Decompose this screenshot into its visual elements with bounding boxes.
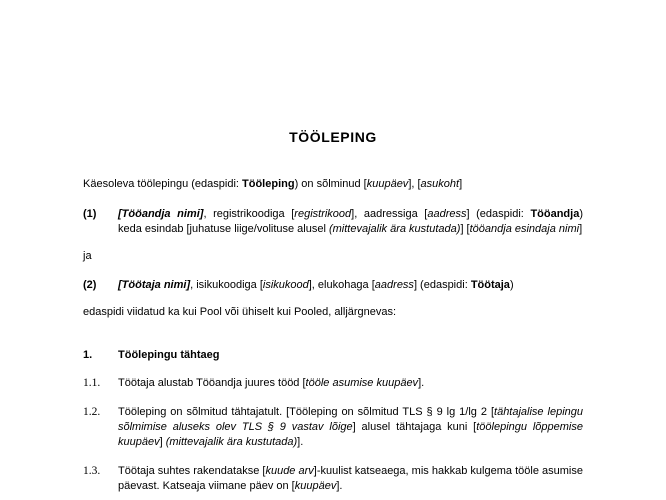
text-run: ] (edaspidi: <box>413 279 471 291</box>
document-title: TÖÖLEPING <box>289 129 377 145</box>
defined-term-tooandja: Tööandja <box>530 208 580 220</box>
section1-heading <box>83 348 583 363</box>
placeholder-aadress: aadress <box>427 208 467 220</box>
text-run: ], aadressiga [ <box>351 208 428 220</box>
party1-paragraph <box>83 207 583 237</box>
clause-1-1-number: 1.1. <box>83 377 101 389</box>
party2-paragraph <box>83 278 583 293</box>
clause-1-3 <box>83 464 583 494</box>
party1-number: (1) <box>83 208 97 220</box>
placeholder-kuupaev: kuupäev <box>366 178 409 190</box>
intro-paragraph <box>83 177 583 192</box>
text-run: ] (edaspidi: <box>466 208 531 220</box>
text-run: ]. <box>336 480 343 492</box>
text-run: Töötaja alustab Tööandja juures tööd [ <box>118 377 306 389</box>
party2-number: (2) <box>83 279 97 291</box>
defined-term-tooleping: Tööleping <box>242 178 295 190</box>
note-mittevajalik: (mittevajalik ära kustutada) <box>328 223 461 235</box>
text-run: ]. <box>297 436 304 448</box>
clause-1-2-number: 1.2. <box>83 406 101 418</box>
text-run: ]-kuulist katseaega, mis hakkab kulgema tööle asumise päevast. Katseaja viimane päev on [ <box>118 465 583 492</box>
text-run: ], [ <box>408 178 421 190</box>
placeholder-isikukood: isikukood <box>262 279 309 291</box>
text-run: ], elukohaga [ <box>308 279 375 291</box>
clause-1-1 <box>83 376 583 391</box>
placeholder-kuude-arv: kuude arv <box>265 465 314 477</box>
text-run: ]. <box>418 377 425 389</box>
text-run: Töötaja suhtes rakendatakse [ <box>118 465 266 477</box>
note-mittevajalik-2: (mittevajalik ära kustutada) <box>165 436 298 448</box>
text-run: ] <box>159 436 166 448</box>
clause-1-3-number: 1.3. <box>83 465 101 477</box>
placeholder-aadress-2: aadress <box>374 279 414 291</box>
text-run: ] [ <box>460 223 470 235</box>
section1-number: 1. <box>83 349 93 361</box>
placeholder-esindaja-nimi: tööandja esindaja nimi <box>469 223 580 235</box>
placeholder-tls-loige: tähtajalise lepingu sõlmimise aluseks olev TLS § 9 vastav lõige <box>118 406 583 433</box>
text-run: ) keda esindab [juhatuse liige/volituse alusel <box>118 208 583 235</box>
placeholder-registrikood: registrikood <box>294 208 352 220</box>
placeholder-kuupaev-2: kuupäev <box>294 480 337 492</box>
placeholder-tooandja-nimi: [Tööandja nimi] <box>118 208 204 220</box>
text-run: ) on sõlminud [ <box>294 178 367 190</box>
placeholder-toole-asumise-kuupaev: tööle asumise kuupäev <box>305 377 419 389</box>
placeholder-loppemise-kuupaev: töölepingu lõppemise kuupäev <box>118 421 583 448</box>
text-run: ] alusel tähtajaga kuni [ <box>352 421 477 433</box>
clause-1-2 <box>83 405 583 450</box>
placeholder-asukoht: asukoht <box>420 178 460 190</box>
text-run: Käesoleva töölepingu (edaspidi: <box>83 178 243 190</box>
text-run: ] <box>459 178 463 190</box>
conjunction-line: ja <box>83 250 92 262</box>
text-run: ] <box>579 223 583 235</box>
text-run: ) <box>509 279 514 291</box>
text-run: Tööleping on sõlmitud tähtajatult. [Tööleping on sõlmitud TLS § 9 lg 1/lg 2 [ <box>118 406 495 418</box>
text-run: , isikukoodiga [ <box>190 279 263 291</box>
parties-note-paragraph: edaspidi viidatud ka kui Pool või ühiselt kui Pooled, alljärgnevas: <box>83 306 397 318</box>
placeholder-tootaja-nimi: [Töötaja nimi] <box>118 279 191 291</box>
defined-term-tootaja: Töötaja <box>470 279 510 291</box>
text-run: , registrikoodiga [ <box>203 208 295 220</box>
section1-title: Töölepingu tähtaeg <box>118 349 220 361</box>
